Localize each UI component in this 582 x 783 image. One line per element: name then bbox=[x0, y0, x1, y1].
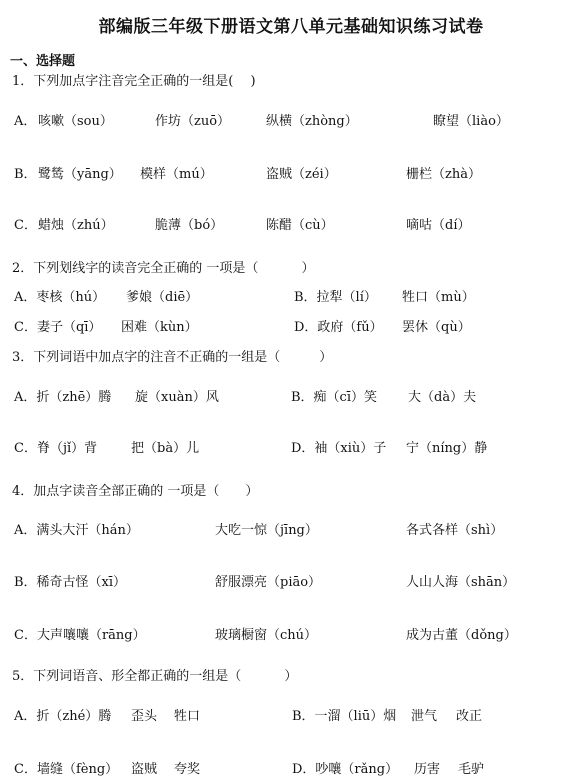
q1-option-c-item: 嘀咕（dí） bbox=[406, 218, 471, 233]
q1-option-b-item: 栅栏（zhà） bbox=[406, 167, 481, 182]
q1-option-b-item: 模样（mú） bbox=[140, 167, 213, 182]
q1-option-c-item: 陈醋（cù） bbox=[266, 218, 334, 233]
q3-option: B．痴（cī）笑 bbox=[291, 390, 377, 405]
q5-option: D．吵嚷（rǎng） bbox=[292, 762, 399, 777]
document-title: 部编版三年级下册语文第八单元基础知识练习试卷 bbox=[98, 17, 484, 37]
q3-option: 把（bà）儿 bbox=[131, 441, 200, 456]
q3-option: 大（dà）夫 bbox=[408, 390, 477, 405]
q2-option: 爹娘（diē） bbox=[126, 290, 199, 305]
q3-option: C．脊（jǐ）背 bbox=[14, 441, 98, 456]
q3-option: D．袖（xiù）子 bbox=[291, 441, 387, 456]
q2-option: 牲口（mù） bbox=[402, 290, 475, 305]
q2-option: D．政府（fǔ） bbox=[294, 320, 383, 335]
question-4-stem: 4．加点字读音全部正确的 一项是（ ） bbox=[12, 484, 259, 499]
q1-option-c-item: 脆薄（bó） bbox=[155, 218, 224, 233]
q2-option: 困难（kùn） bbox=[121, 320, 198, 335]
q2-option: 罢休（qù） bbox=[402, 320, 471, 335]
q1-option-b-prefix: B． bbox=[14, 167, 37, 182]
q4-option: 人山人海（shān） bbox=[406, 575, 516, 590]
q1-option-c-item: 蜡烛（zhú） bbox=[38, 218, 114, 233]
question-5-stem: 5．下列词语音、形全都正确的一组是（ ） bbox=[12, 669, 298, 684]
section-heading: 一、选择题 bbox=[10, 54, 76, 69]
q4-option: B．稀奇古怪（xī） bbox=[14, 575, 127, 590]
q3-option: 宁（níng）静 bbox=[406, 441, 488, 456]
q5-option: 牲口 bbox=[174, 709, 201, 724]
q2-option: A．枣核（hú） bbox=[14, 290, 106, 305]
q5-option: 毛驴 bbox=[458, 762, 485, 777]
q5-option: 夸奖 bbox=[174, 762, 201, 777]
q2-option: B．拉犁（lí） bbox=[294, 290, 377, 305]
q5-option: B．一溜（liū）烟 bbox=[292, 709, 397, 724]
q5-option: 历害 bbox=[414, 762, 441, 777]
q4-option: 玻璃橱窗（chú） bbox=[215, 628, 318, 643]
q4-option: A．满头大汗（hán） bbox=[14, 523, 139, 538]
q3-option: 旋（xuàn）风 bbox=[135, 390, 219, 405]
q4-option: 各式各样（shì） bbox=[406, 523, 504, 538]
q4-option: C．大声嚷嚷（rāng） bbox=[14, 628, 146, 643]
q5-option: 歪头 bbox=[131, 709, 158, 724]
q5-option: A．折（zhé）腾 bbox=[14, 709, 112, 724]
question-3-stem: 3．下列词语中加点字的注音不正确的一组是（ ） bbox=[12, 350, 333, 365]
q1-option-a-prefix: A． bbox=[14, 114, 37, 129]
q1-option-a-item: 瞭望（liào） bbox=[433, 114, 509, 129]
q5-option: 盗贼 bbox=[131, 762, 158, 777]
q4-option: 大吃一惊（jīng） bbox=[215, 523, 318, 538]
q1-option-a-item: 作坊（zuō） bbox=[155, 114, 231, 129]
q5-option: 改正 bbox=[456, 709, 483, 724]
q1-option-c-prefix: C． bbox=[14, 218, 37, 233]
q1-option-b-item: 盗贼（zéi） bbox=[266, 167, 337, 182]
q1-option-a-item: 咳嗽（sou） bbox=[38, 114, 113, 129]
q4-option: 成为古董（dǒng） bbox=[406, 628, 517, 643]
question-1-stem: 1．下列加点字注音完全正确的一组是( ) bbox=[12, 74, 256, 89]
q4-option: 舒服漂亮（piāo） bbox=[215, 575, 322, 590]
q3-option: A．折（zhē）腾 bbox=[14, 390, 112, 405]
q5-option: C．墙缝（fèng） bbox=[14, 762, 119, 777]
q5-option: 泄气 bbox=[411, 709, 438, 724]
q1-option-b-item: 鹭鸶（yāng） bbox=[38, 167, 122, 182]
q1-option-a-item: 纵横（zhòng） bbox=[266, 114, 358, 129]
q2-option: C．妻子（qī） bbox=[14, 320, 102, 335]
question-2-stem: 2．下列划线字的读音完全正确的 一项是（ ） bbox=[12, 261, 315, 276]
